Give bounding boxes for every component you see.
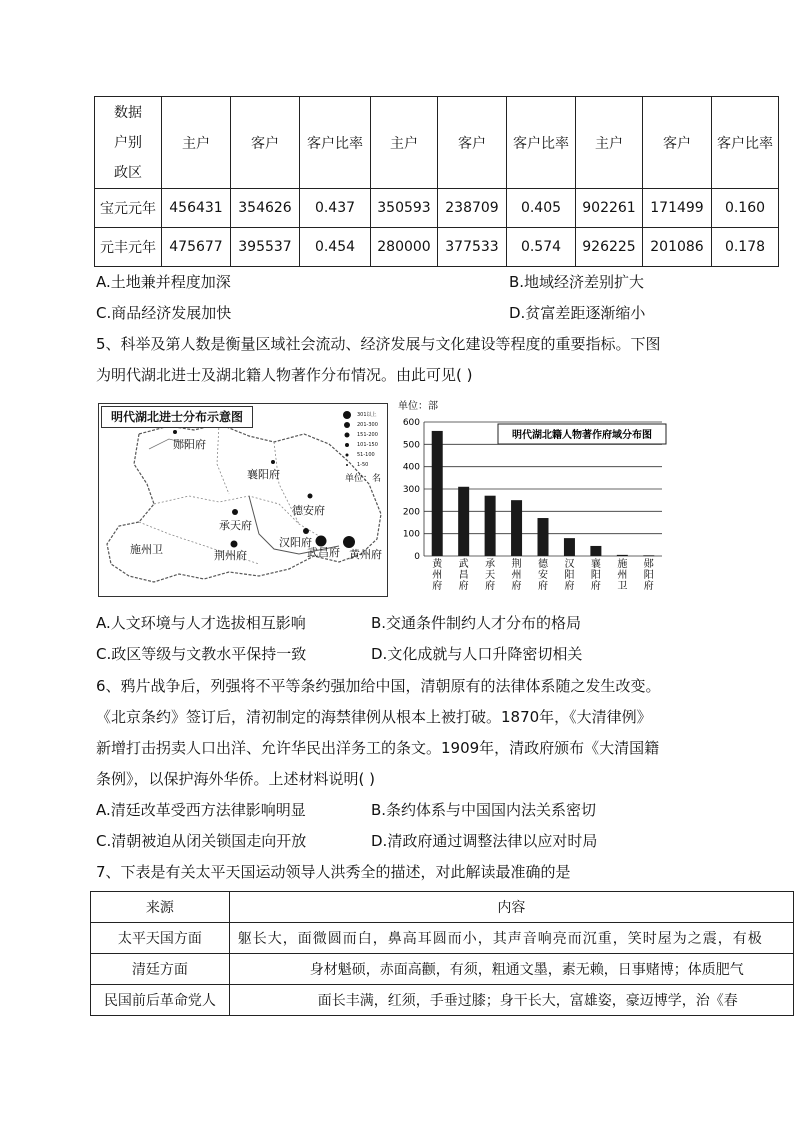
q5-figure (98, 398, 668, 598)
table-cell: 377533 (438, 228, 507, 267)
content-cell: 身材魁硕，赤面高颧，有须，粗通文墨，素无赖，日事赌博；体质肥气 (229, 954, 793, 985)
column-header: 客户比率 (507, 97, 576, 189)
city-dot (343, 536, 355, 548)
city-dot (316, 536, 327, 547)
y-tick-label: 600 (402, 418, 420, 428)
legend-unit: 单位：名 (344, 474, 381, 484)
q4-option-b[interactable]: B.地域经济差别扩大 (509, 273, 645, 291)
legend-dot (344, 433, 349, 438)
legend-label: 151-200 (356, 432, 378, 438)
column-header: 客户比率 (300, 97, 371, 189)
x-tick-label: 府 (458, 581, 469, 592)
q4-option-d[interactable]: D.贫富差距逐渐缩小 (509, 304, 646, 322)
bar (458, 487, 469, 556)
x-tick-label: 汉 (564, 559, 575, 570)
content-cell: 面长丰满，红须，手垂过膝；身干长大，富雄姿，豪迈博学，治《春 (229, 985, 793, 1016)
x-tick-label: 州 (617, 570, 628, 581)
x-tick-label: 府 (564, 581, 575, 592)
table-row (95, 228, 779, 267)
table-cell: 902261 (576, 189, 643, 228)
table-row (91, 923, 794, 954)
map-label: 施州卫 (130, 543, 163, 556)
q4-option-a[interactable]: A.土地兼并程度加深 (96, 273, 231, 291)
column-header: 主户 (576, 97, 643, 189)
legend-item (345, 430, 381, 440)
x-tick-label: 阳 (643, 570, 654, 581)
q4-option-c[interactable]: C.商品经济发展加快 (96, 304, 232, 322)
column-header: 客户 (438, 97, 507, 189)
bar (538, 518, 549, 556)
city-dot (231, 541, 238, 548)
x-tick-label: 府 (538, 581, 548, 592)
column-header: 主户 (162, 97, 231, 189)
map-title: 明代湖北进士分布示意图 (101, 406, 253, 428)
x-tick-label: 荆 (511, 559, 522, 570)
y-tick-label: 100 (402, 529, 420, 540)
x-tick-label: 府 (432, 581, 443, 592)
legend-dot (344, 422, 350, 428)
bar (643, 555, 654, 556)
legend-label: 301以上 (356, 412, 377, 418)
q5-option-c[interactable]: C.政区等级与文教水平保持一致 (96, 645, 307, 663)
table-row (91, 985, 794, 1016)
city-dot (271, 460, 275, 464)
table-cell: 926225 (576, 228, 643, 267)
x-tick-label: 州 (511, 570, 522, 581)
city-dot (173, 430, 177, 434)
map-label: 承天府 (219, 519, 252, 532)
header-stack-line: 数据 (114, 104, 142, 121)
household-table (94, 96, 779, 267)
legend-label: 1-50 (356, 462, 369, 468)
legend-label: 101-150 (356, 442, 378, 448)
map-label: 汉阳府 (279, 536, 312, 549)
x-tick-label: 阳 (590, 570, 601, 581)
table-cell: 0.574 (507, 228, 576, 267)
x-tick-label: 承 (485, 559, 496, 570)
bar (485, 496, 496, 556)
x-tick-label: 安 (538, 570, 548, 581)
q6-stem-line: 6、鸦片战争后，列强将不平等条约强加给中国，清朝原有的法律体系随之发生改变。 (96, 677, 661, 695)
legend-item (345, 420, 381, 430)
legend-dot (343, 411, 351, 419)
q5-stem-line: 为明代湖北进士及湖北籍人物著作分布情况。由此可见( ) (96, 366, 473, 384)
q6-stem-line: 条例》，以保护海外华侨。上述材料说明( ) (96, 770, 375, 788)
table-cell: 456431 (162, 189, 231, 228)
x-tick-label: 施 (617, 559, 628, 570)
q5-option-b[interactable]: B.交通条件制约人才分布的格局 (371, 614, 582, 632)
source-cell: 民国前后革命党人 (91, 985, 230, 1016)
x-tick-label: 襄 (590, 559, 601, 570)
q6-option-c[interactable]: C.清朝被迫从闭关锁国走向开放 (96, 832, 307, 850)
map-legend (345, 410, 381, 484)
content-cell: 躯长大，面微圆而白，鼻高耳圆而小，其声音响亮而沉重，笑时屋为之震，有极 (229, 923, 793, 954)
x-tick-label: 德 (538, 559, 548, 570)
y-tick-label: 300 (402, 485, 420, 495)
bar (511, 500, 522, 556)
table-cell: 0.160 (712, 189, 779, 228)
legend-dot (345, 443, 349, 447)
table-cell: 171499 (643, 189, 712, 228)
column-header: 客户比率 (712, 97, 779, 189)
table-cell: 354626 (231, 189, 300, 228)
legend-item (345, 410, 381, 420)
column-header: 主户 (371, 97, 438, 189)
q5-option-a[interactable]: A.人文环境与人才选拔相互影响 (96, 614, 306, 632)
table-cell: 0.454 (300, 228, 371, 267)
map-label: 武昌府 (307, 546, 340, 559)
legend-dot (346, 464, 348, 466)
chart-title: 明代湖北籍人物著作府域分布图 (512, 430, 652, 441)
table-cell: 0.178 (712, 228, 779, 267)
header-stack-line: 政区 (114, 164, 142, 181)
hong-xiuquan-table (90, 891, 794, 1016)
y-tick-label: 0 (414, 552, 420, 562)
x-tick-label: 府 (485, 581, 496, 592)
row-label: 元丰元年 (95, 228, 162, 267)
table-cell: 0.405 (507, 189, 576, 228)
bar (590, 546, 601, 556)
y-tick-label: 400 (402, 462, 420, 473)
jinshi-map (98, 403, 388, 597)
x-tick-label: 武 (458, 559, 469, 570)
q6-option-d[interactable]: D.清政府通过调整法律以应对时局 (371, 832, 598, 850)
q5-option-d[interactable]: D.文化成就与人口升降密切相关 (371, 645, 583, 663)
map-label: 郧阳府 (173, 438, 206, 451)
x-tick-label: 阳 (564, 570, 575, 581)
works-bar-chart (394, 398, 668, 598)
q6-option-b[interactable]: B.条约体系与中国国内法关系密切 (371, 801, 597, 819)
x-tick-label: 卫 (617, 581, 628, 592)
table-cell: 201086 (643, 228, 712, 267)
x-tick-label: 府 (643, 581, 654, 592)
column-header: 来源 (91, 892, 230, 923)
chart-ylabel: 单位：部 (398, 401, 438, 412)
bar (432, 431, 443, 556)
map-label: 荆州府 (214, 549, 247, 562)
city-dot (303, 528, 309, 534)
y-tick-label: 200 (402, 507, 420, 518)
column-header: 客户 (643, 97, 712, 189)
source-cell: 清廷方面 (91, 954, 230, 985)
q6-stem-line: 新增打击拐卖人口出洋、允许华民出洋务工的条文。1909年，清政府颁布《大清国籍 (96, 739, 660, 757)
map-label: 黄州府 (349, 548, 382, 561)
column-header: 内容 (229, 892, 793, 923)
legend-label: 201-300 (356, 422, 378, 428)
q6-option-a[interactable]: A.清廷改革受西方法律影响明显 (96, 801, 306, 819)
x-tick-label: 府 (590, 581, 601, 592)
legend-dot (345, 454, 348, 457)
q5-stem-line: 5、科举及第人数是衡量区域社会流动、经济发展与文化建设等程度的重要指标。下图 (96, 335, 661, 353)
table-row (95, 189, 779, 228)
table-cell: 280000 (371, 228, 438, 267)
bar (617, 555, 628, 556)
table-cell: 395537 (231, 228, 300, 267)
legend-item (345, 460, 381, 470)
source-cell: 太平天国方面 (91, 923, 230, 954)
legend-item (345, 450, 381, 460)
table-cell: 350593 (371, 189, 438, 228)
q7-stem-line: 7、下表是有关太平天国运动领导人洪秀全的描述，对此解读最准确的是 (96, 863, 571, 881)
legend-item (345, 440, 381, 450)
x-tick-label: 府 (511, 581, 522, 592)
table-corner-header (95, 97, 162, 189)
x-tick-label: 黄 (432, 559, 443, 570)
map-label: 德安府 (292, 504, 325, 517)
x-tick-label: 州 (432, 570, 443, 581)
q6-stem-line: 《北京条约》签订后，清初制定的海禁律例从根本上被打破。1870年，《大清律例》 (96, 708, 652, 726)
city-dot (308, 494, 313, 499)
x-tick-label: 昌 (458, 570, 469, 581)
table-row (91, 954, 794, 985)
map-label: 襄阳府 (247, 468, 280, 481)
header-stack-line: 户别 (114, 134, 142, 151)
row-label: 宝元元年 (95, 189, 162, 228)
table-cell: 238709 (438, 189, 507, 228)
x-tick-label: 天 (485, 570, 496, 581)
x-tick-label: 郧 (643, 559, 654, 570)
table-cell: 0.437 (300, 189, 371, 228)
legend-label: 51-100 (356, 452, 375, 458)
bar (564, 538, 575, 556)
city-dot (232, 509, 238, 515)
column-header: 客户 (231, 97, 300, 189)
y-tick-label: 500 (402, 440, 420, 451)
table-cell: 475677 (162, 228, 231, 267)
